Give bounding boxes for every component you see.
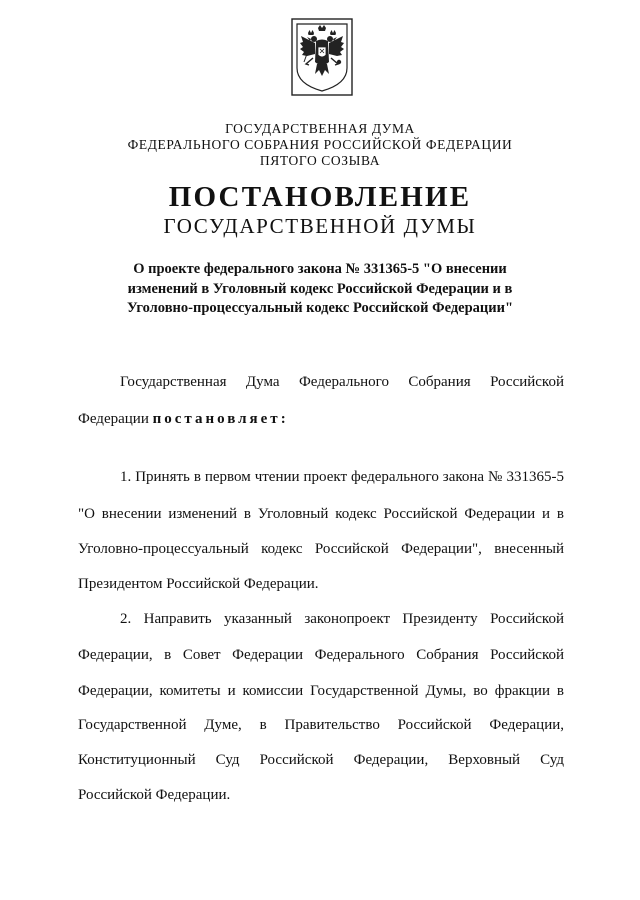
item-1-line: "О внесении изменений в Уголовный кодекс Российской Федерации и в	[78, 506, 564, 522]
document-subtitle: ГОСУДАРСТВЕННОЙ ДУМЫ	[163, 214, 477, 238]
subject-line: О проекте федерального закона № 331365-5 "О внесении	[133, 261, 507, 277]
subject-line: изменений в Уголовный кодекс Российской Федерации и в	[127, 280, 513, 297]
preamble-prefix: Федерации	[78, 411, 153, 427]
document-title: ПОСТАНОВЛЕНИЕ	[168, 181, 472, 213]
header-line-convocation: ПЯТОГО СОЗЫВА	[259, 153, 381, 168]
item-2-line: 2. Направить указанный законопроект Президенту Российской	[120, 611, 564, 627]
preamble-colon: :	[280, 411, 289, 427]
preamble-line: Государственная Дума Федерального Собрания Российской	[120, 374, 564, 390]
item-2-line: Государственной Думе, в Правительство Российской Федерации,	[78, 717, 564, 733]
item-2-line: Российской Федерации.	[78, 787, 231, 803]
item-1-line: 1. Принять в первом чтении проект федерального закона № 331365-5	[120, 469, 564, 485]
issuing-authority-header	[0, 121, 640, 169]
subject-line: Уголовно-процессуальный кодекс Российской Федерации"	[126, 300, 514, 316]
header-line-state-duma: ГОСУДАРСТВЕННАЯ ДУМА	[225, 121, 415, 136]
item-1-line: Президентом Российской Федерации.	[78, 576, 319, 592]
item-2-line: Федерации, комитеты и комиссии Государственной Думы, во фракции в	[78, 683, 564, 699]
header-line-federal-assembly: ФЕДЕРАЛЬНОГО СОБРАНИЯ РОССИЙСКОЙ ФЕДЕРАЦИИ	[127, 137, 513, 152]
emblem	[291, 18, 353, 96]
resolution-subject	[0, 260, 640, 319]
item-2-line: Федерации, в Совет Федерации Федерального Собрания Российской	[78, 647, 564, 663]
item-2-line: Конституционный Суд Российской Федерации, Верховный Суд	[78, 752, 564, 768]
double-headed-eagle-icon	[291, 18, 353, 96]
item-1-line: Уголовно-процессуальный кодекс Российской Федерации", внесенный	[78, 541, 564, 557]
resolves-verb: постановляет	[152, 411, 281, 427]
preamble-line	[78, 410, 564, 428]
